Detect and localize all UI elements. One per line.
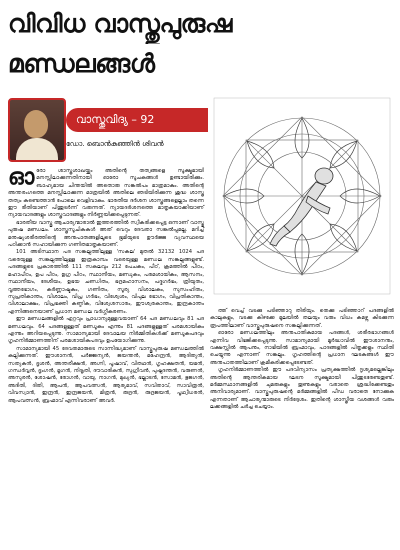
article-paragraph: ഓരോ മണ്ഡലത്തിലും അനുപാതികമായ പദങ്ങൾ, ശരീരഭാഗങ്ങൾ എന്നിവ വിഭജിക്കപ്പെടുന്നു. സാമാന്യമായി മൂർദ്ധാവിൽ ഈശാനനും, വക്ഷസ്സിൽ ആപനും, നാഭിയിൽ ബ്രഹ്മാവും, പാദങ്ങളിൽ പിതൃക്കളും സ്ഥിതി ചെയ്യുന്നു എന്നാണ് സങ്കല്പം. ഗൃഹത്തിന്റെ പ്രധാന ഘടകങ്ങൾ ഈ അനുപാതത്തിലാണ് ക്രമീകരിക്കപ്പെടേണ്ടത്. — [210, 330, 394, 366]
title-line-2: മണ്ഡലങ്ങൾ — [8, 49, 155, 78]
article-paragraph: ഗൃഹനിർമ്മാണത്തിൽ ഈ പദവിന്യാസം പ്രത്യക്ഷത്തിൽ ദൃശ്യമല്ലെങ്കിലും അതിന്റെ ആന്തരികമായ ഘടന സൂക്ഷ്മമായി പിന്തുടരേണ്ടതുണ്ട്. മർമ്മസ്ഥാനങ്ങളിൽ ചുമരുകളും തൂണുകളും വരാതെ ശ്രദ്ധിക്കേണ്ടതും അനിവാര്യമാണ്. വാസ്തുപുരുഷന്റെ മർമ്മങ്ങളിൽ പീഡ വരാതെ നോക്കുക എന്നതാണ് ആചാര്യന്മാരുടെ നിർദ്ദേശം. ഇതിന്റെ ശാസ്ത്രീയ വശങ്ങൾ വരും ലക്കങ്ങളിൽ ചർച്ച ചെയ്യാം. — [210, 367, 394, 411]
article-paragraph — [8, 165, 204, 220]
figure-head — [315, 168, 333, 184]
article-paragraph: ഭാരതീയ വാസ്തു ആചാര്യന്മാരാൽ ഇത്തരത്തിൽ സ്വീകരിക്കപ്പെട്ട ഒന്നാണ് വാസ്തു പുരുഷ മണ്ഡലം. ശാസ്ത്രസൂചികകൾ അത് വെറും ദേവതാ സങ്കൽപ്പമല്ല. മറിച്ച് മനുഷ്യശരീരത്തിന്റെ അനുപാതങ്ങളിലൂടെ ഭൂമിയുടെ ഊർജ്ജ വ്യവസ്ഥയെ പഠിക്കാൻ സഹായിക്കുന്ന ഗണിതമാതൃകയാണ്. — [8, 219, 204, 249]
article-paragraph: ത്ത് വെച്ച് വടക്കു പടിഞ്ഞാറു തിരിയും. തെക്കു പടിഞ്ഞാറ് പദങ്ങളിൽ കാലുകളും, വടക്കു കിഴക്കേ മൂലയിൽ തലയും വരും വിധം കമഴ്ന്നു കിടക്കുന്ന രൂപത്തിലാണ് വാസ്തുപുരുഷനെ സങ്കല്പിക്കുന്നത്. — [210, 308, 394, 329]
author-face — [24, 110, 48, 138]
author-name: ഡോ. ബൊൻകുഞ്ഞിൻ ശിവൻ — [66, 140, 164, 148]
column-header — [8, 98, 212, 160]
author-body — [16, 138, 58, 162]
column-label-text: വാസ്തുവിദ്യ – 92 — [76, 113, 155, 126]
vastu-purusha-mandala-illustration — [212, 96, 392, 296]
column-label — [66, 108, 208, 132]
article-paragraph: ഈ മണ്ഡലങ്ങളിൽ ഏറ്റവും പ്രാധാന്യമുള്ളവയാണ് 64 പദ മണ്ഡലവും 81 പദ മണ്ഡലവും. 64 പദങ്ങളുള്ളത് മണ്ഡൂകം എന്നും 81 പദങ്ങളുള്ളത് പരമശായികം എന്നും അറിയപ്പെടുന്നു. സാമാന്യമായി ദേവാലയ നിർമ്മിതികൾക്ക് മണ്ഡൂകപദവും ഗൃഹനിർമ്മാണത്തിന് പരമശായികപദവും ഉപയോഗിക്കുന്നു. — [8, 316, 204, 345]
paragraph-text: രോ ശാസ്ത്രശാഖയ്ക്കും അതിന്റെ തത്വങ്ങളെ സൂക്ഷ്മമായി മനസ്സിലാക്കുന്നതിനായി ഓരോ സൂചകങ്ങൾ ഉണ്ടായിരിക്കും. ബാഹ്യമായ ചിന്തയിൽ അതൊരു സങ്കൽപം മാത്രമാകും. അതിന്റെ അന്തരംഗത്തെ മനസ്സിലാക്കുന്ന മാത്രയിൽ അതിലെ ഞടിയിരിക്കുന്ന ശുദ്ധ ശാസ്ത്ര തത്വം കണ്ടെത്താൻ പോലെ വെളിവാകും. ഭാരതീയ ദർശന ശാസ്ത്രങ്ങളെല്ലാം തന്നെ ഈ രീതിയാണ് പിന്തുടർന്ന് വരുന്നത്. ന്യായദർശനത്തെ മാതൃകയാക്കിയാണ് ന്യായവാദങ്ങളും ശാസ്ത്രവാദങ്ങളും നിർണ്ണയിക്കപ്പെടുന്നത്. — [8, 168, 204, 219]
drop-cap: ഓ — [8, 165, 35, 190]
article-body-right — [210, 308, 394, 412]
mandala-svg — [212, 96, 392, 296]
title-line-1: വിവിധ വാസ്തുപുരുഷ — [8, 9, 233, 38]
article-paragraph: 101 അടിസ്ഥാന പദ സങ്കല്പത്തിലുള്ള 'സകല' മുതൽ 32132 1024 പദ വരെയുള്ള സങ്കല്പത്തിലുള്ള ഇത്രകാമ്പം വരെയുള്ള മണ്ഡല സങ്കല്പങ്ങളുണ്ട്. പദങ്ങളുടെ പ്രകാരത്തിൽ 111 സകലവും 212 പേചകം, പീഠ്, ക്രമത്തിൽ പീഠം, മഹാപീഠം, ഉപ പീഠം, ഉഗ്ര പീഠം, സ്ഥാനീയം, മണ്ഡുകം, പരമശായികം, ആസനം, സ്ഥാനീയം, ദേശീയം, ഉഭയ ചണ്ഡിതം, ഭദ്രമഹാസനം, പദ്മഗർഭം, ത്രിയുതം, വൃത്തഭോഗം, കർണ്ണാഷ്ടകം, ഗണിതം, സൂര്യ വിശാലകം, സുസംഹിതം, സുപ്രതികാന്തം, വിശാലം, വിപ്ര ഗർഭം, വിശ്വേശം, വിപുല ഭോഗം, വിപ്രതികാന്തം, വിശാലാക്ഷം, വിപ്രഭക്തി കണ്ഠിക, വിശ്വേശസാരം, ഈശ്വരകാന്തം, ഇന്ദ്രകാന്തം എന്നിങ്ങനെയാണ് പ്രധാന മണ്ഡല വർഗ്ഗീകരണം. — [8, 249, 204, 315]
page-title — [8, 4, 392, 84]
article-paragraph: സാമാന്യമായി 45 ദേവതമാരുടെ സാന്നിദ്ധ്യമാണ് വാസ്തുപുരുഷ മണ്ഡലത്തിൽ കല്പിക്കുന്നത്. ഈശാനൻ, പർജ്ജന്യൻ, ജയന്തൻ, മഹേന്ദ്രൻ, ആദിത്യൻ, സത്യകൻ, ഭൃശൻ, അന്തരീക്ഷൻ, അഗ്നി, പൂഷാവ്, വിതഥൻ, ഗൃഹക്ഷതൻ, യമൻ, ഗന്ധർവ്വൻ, ഭൃംഗൻ, മൃഗൻ, നിരൃതി, ദൗവാരികൻ, സുഗ്രീവൻ, പുഷ്പദന്തൻ, വരുണൻ, അസുരൻ, ശോഷൻ, രോഗൻ, വായു, നാഗൻ, മുഖ്യൻ, ഭല്ലാടൻ, സോമൻ, ഭുജഗൻ, അദിതി, ദിതി, ആപൻ, ആപവത്സൻ, ആര്യമാവ്, സവിതാവ്, സാവിത്രൻ, വിവസ്വാൻ, ഇന്ദ്രൻ, ഇന്ദ്രജയൻ, മിത്രൻ, രുദ്രൻ, രുദ്രജയൻ, പൃഥ്വീധരൻ, ആപവത്സൻ, ബ്രഹ്മാവ് എന്നിവരാണ് അവർ. — [8, 345, 204, 404]
author-photo — [8, 98, 66, 162]
article-body — [8, 165, 204, 405]
